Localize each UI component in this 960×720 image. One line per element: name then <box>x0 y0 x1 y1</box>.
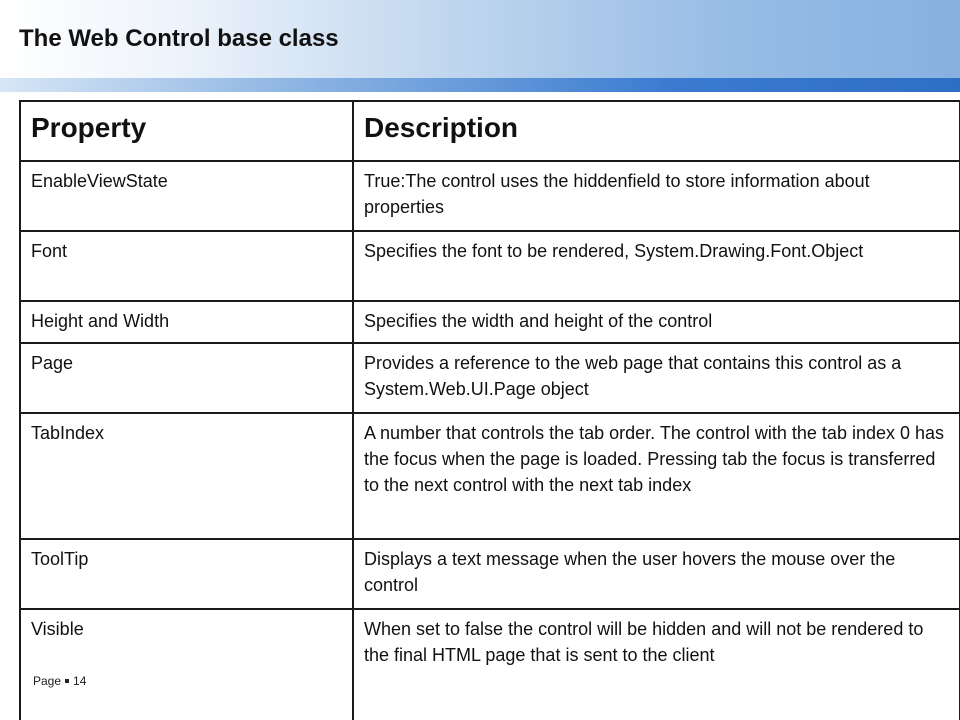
slide-title: The Web Control base class <box>19 25 339 52</box>
description-cell: True:The control uses the hiddenfield to store information about properties <box>353 161 960 231</box>
table-row <box>20 413 960 539</box>
description-cell: When set to false the control will be hidden and will not be rendered to the final HTML page that is sent to the client <box>353 609 960 720</box>
page-label: Page <box>33 674 62 688</box>
bullet-icon <box>65 679 69 683</box>
page-number-value: 14 <box>73 674 87 688</box>
property-cell: Page <box>20 343 353 413</box>
property-cell: Visible <box>20 609 353 720</box>
properties-table-container <box>19 100 959 720</box>
table-row <box>20 539 960 609</box>
table-row <box>20 343 960 413</box>
description-cell: Displays a text message when the user hovers the mouse over the control <box>353 539 960 609</box>
table-header-row <box>20 101 960 161</box>
header-stripe <box>0 78 960 92</box>
property-cell: Font <box>20 231 353 301</box>
property-cell: ToolTip <box>20 539 353 609</box>
properties-table <box>19 100 960 720</box>
description-cell: Specifies the font to be rendered, System.Drawing.Font.Object <box>353 231 960 301</box>
page-number <box>33 674 86 688</box>
property-cell: TabIndex <box>20 413 353 539</box>
description-cell: A number that controls the tab order. The control with the tab index 0 has the focus when the page is loaded. Pressing tab the focus is transferred to the next control with the next tab index <box>353 413 960 539</box>
table-row <box>20 161 960 231</box>
description-cell: Specifies the width and height of the control <box>353 301 960 343</box>
property-cell: Height and Width <box>20 301 353 343</box>
table-row <box>20 301 960 343</box>
column-header-property: Property <box>20 101 353 161</box>
table-row <box>20 609 960 720</box>
table-row <box>20 231 960 301</box>
property-cell: EnableViewState <box>20 161 353 231</box>
description-cell: Provides a reference to the web page that contains this control as a System.Web.UI.Page object <box>353 343 960 413</box>
column-header-description: Description <box>353 101 960 161</box>
